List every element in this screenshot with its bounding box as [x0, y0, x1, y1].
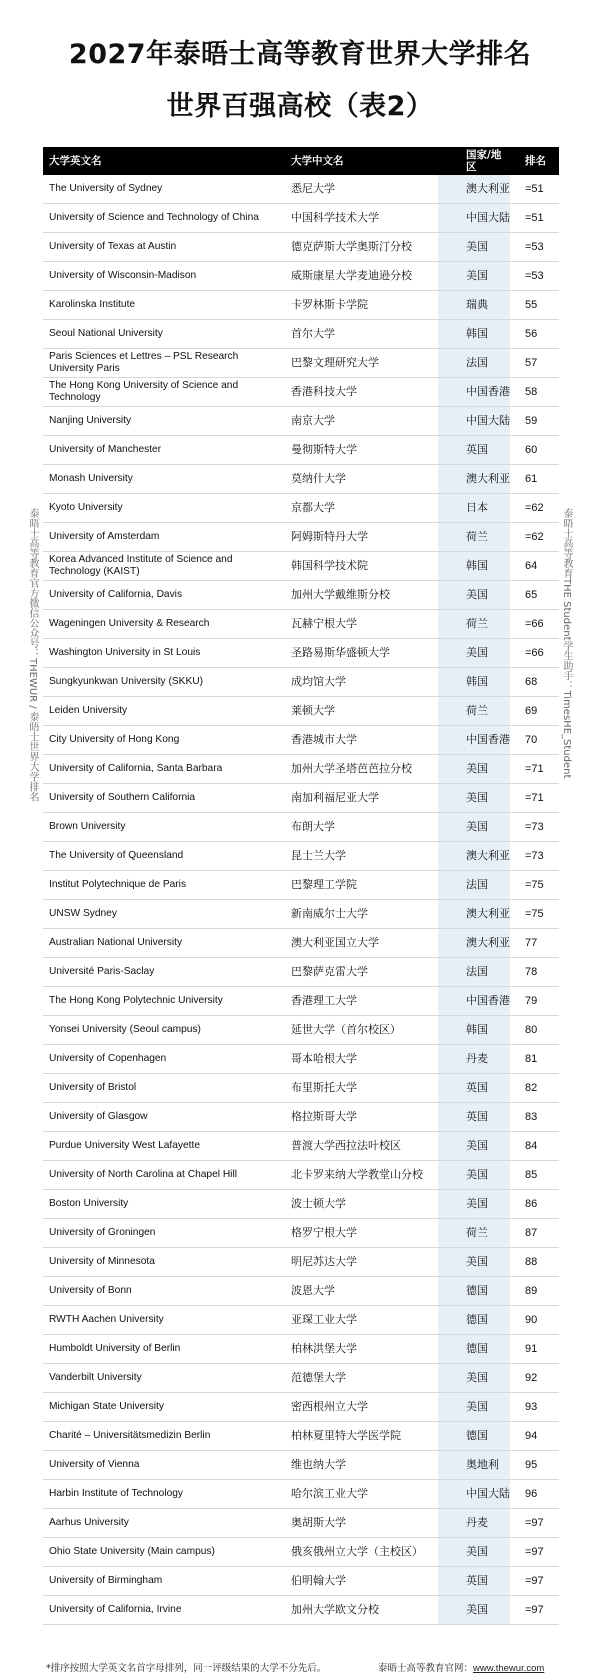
cell-rank: =75: [525, 908, 544, 920]
cell-country: 法国: [438, 349, 510, 377]
cell-chinese-name: 亚琛工业大学: [291, 1313, 357, 1326]
cell-chinese-name: 威斯康星大学麦迪逊分校: [291, 269, 412, 282]
table-row: [43, 871, 559, 900]
cell-chinese-name: 莱顿大学: [291, 704, 335, 717]
cell-chinese-name: 南加利福尼亚大学: [291, 791, 379, 804]
cell-chinese-name: 莫纳什大学: [291, 472, 346, 485]
table-row: [43, 1074, 559, 1103]
cell-country: 美国: [438, 1161, 510, 1189]
table-row: [43, 987, 559, 1016]
table-row: [43, 639, 559, 668]
cell-english-name: University of California, Santa Barbara: [49, 763, 223, 774]
cell-english-name: Washington University in St Louis: [49, 647, 201, 658]
cell-chinese-name: 范德堡大学: [291, 1371, 346, 1384]
cell-english-name: University of Glasgow: [49, 1111, 148, 1122]
cell-country: 美国: [438, 581, 510, 609]
cell-country: 美国: [438, 1190, 510, 1218]
cell-country: 韩国: [438, 552, 510, 580]
cell-rank: 84: [525, 1140, 538, 1152]
cell-rank: 95: [525, 1459, 538, 1471]
cell-chinese-name: 明尼苏达大学: [291, 1255, 357, 1268]
cell-rank: =53: [525, 241, 544, 253]
cell-rank: 59: [525, 415, 538, 427]
cell-country: 丹麦: [438, 1045, 510, 1073]
cell-country: 奥地利: [438, 1451, 510, 1479]
cell-chinese-name: 加州大学戴维斯分校: [291, 588, 390, 601]
cell-english-name: RWTH Aachen University: [49, 1314, 164, 1325]
cell-chinese-name: 香港科技大学: [291, 385, 357, 398]
cell-english-name: University of Vienna: [49, 1459, 140, 1470]
cell-chinese-name: 巴黎文理研究大学: [291, 356, 379, 369]
cell-english-name: University of Wisconsin-Madison: [49, 270, 197, 281]
cell-english-name: Université Paris-Saclay: [49, 966, 155, 977]
cell-chinese-name: 波士顿大学: [291, 1197, 346, 1210]
cell-rank: 82: [525, 1082, 538, 1094]
header-country: 国家/地区: [438, 147, 510, 175]
cell-english-name: Australian National University: [49, 937, 183, 948]
table-row: [43, 494, 559, 523]
cell-chinese-name: 香港城市大学: [291, 733, 357, 746]
cell-rank: =53: [525, 270, 544, 282]
table-row: [43, 668, 559, 697]
cell-english-name: Michigan State University: [49, 1401, 164, 1412]
cell-chinese-name: 德克萨斯大学奥斯汀分校: [291, 240, 412, 253]
cell-country: 瑞典: [438, 291, 510, 319]
cell-english-name: Institut Polytechnique de Paris: [49, 879, 187, 890]
cell-english-name: Humboldt University of Berlin: [49, 1343, 181, 1354]
cell-english-name: University of California, Irvine: [49, 1604, 182, 1615]
table-row: [43, 581, 559, 610]
table-row: [43, 1364, 559, 1393]
table-row: [43, 755, 559, 784]
cell-rank: =97: [525, 1575, 544, 1587]
cell-rank: 69: [525, 705, 538, 717]
cell-chinese-name: 奥胡斯大学: [291, 1516, 346, 1529]
cell-english-name: Vanderbilt University: [49, 1372, 142, 1383]
cell-chinese-name: 瓦赫宁根大学: [291, 617, 357, 630]
cell-rank: 65: [525, 589, 538, 601]
cell-country: 澳大利亚: [438, 175, 510, 203]
cell-chinese-name: 南京大学: [291, 414, 335, 427]
cell-english-name: University of Texas at Austin: [49, 241, 177, 252]
table-row: [43, 523, 559, 552]
cell-country: 荷兰: [438, 697, 510, 725]
table-row: [43, 465, 559, 494]
cell-english-name: The University of Sydney: [49, 183, 163, 194]
table-row: [43, 233, 559, 262]
cell-english-name: Leiden University: [49, 705, 128, 716]
cell-english-name: Paris Sciences et Lettres – PSL Research University Paris: [49, 351, 239, 374]
table-row: [43, 1538, 559, 1567]
table-row: [43, 436, 559, 465]
cell-chinese-name: 巴黎理工学院: [291, 878, 357, 891]
cell-english-name: Monash University: [49, 473, 133, 484]
cell-country: 英国: [438, 1074, 510, 1102]
cell-country: 荷兰: [438, 1219, 510, 1247]
cell-chinese-name: 柏林洪堡大学: [291, 1342, 357, 1355]
cell-country: 法国: [438, 958, 510, 986]
footer-site-label: 泰晤士高等教育官网：: [378, 1663, 474, 1674]
header-chinese-name: 大学中文名: [291, 155, 344, 167]
cell-rank: =66: [525, 618, 544, 630]
cell-rank: 92: [525, 1372, 538, 1384]
cell-rank: 77: [525, 937, 538, 949]
cell-english-name: Nanjing University: [49, 415, 132, 426]
cell-english-name: Karolinska Institute: [49, 299, 136, 310]
cell-chinese-name: 波恩大学: [291, 1284, 335, 1297]
cell-chinese-name: 布朗大学: [291, 820, 335, 833]
cell-chinese-name: 伯明翰大学: [291, 1574, 346, 1587]
table-row: [43, 697, 559, 726]
table-row: [43, 1219, 559, 1248]
table-row: [43, 1190, 559, 1219]
table-row: [43, 1161, 559, 1190]
side-note-left: 泰晤士高等教育官方微信公众号：THEWUR / 泰晤士世界大学排名: [27, 508, 38, 802]
cell-english-name: University of Bristol: [49, 1082, 137, 1093]
cell-english-name: University of North Carolina at Chapel Hill: [49, 1169, 237, 1180]
cell-rank: 83: [525, 1111, 538, 1123]
table-row: [43, 552, 559, 581]
cell-english-name: University of Copenhagen: [49, 1053, 167, 1064]
cell-rank: 91: [525, 1343, 538, 1355]
cell-chinese-name: 哈尔滨工业大学: [291, 1487, 368, 1500]
cell-english-name: Purdue University West Lafayette: [49, 1140, 200, 1151]
table-row: [43, 407, 559, 436]
cell-english-name: Charité – Universitätsmedizin Berlin: [49, 1430, 211, 1441]
cell-rank: =62: [525, 531, 544, 543]
footer-site-link[interactable]: www.thewur.com: [473, 1663, 545, 1674]
table-row: [43, 378, 559, 407]
cell-country: 荷兰: [438, 523, 510, 551]
table-row: [43, 784, 559, 813]
cell-chinese-name: 圣路易斯华盛顿大学: [291, 646, 390, 659]
cell-rank: =97: [525, 1517, 544, 1529]
cell-rank: 93: [525, 1401, 538, 1413]
table-row: [43, 1132, 559, 1161]
cell-english-name: University of Science and Technology of China: [49, 212, 259, 223]
cell-country: 荷兰: [438, 610, 510, 638]
table-row: [43, 1596, 559, 1625]
cell-rank: =73: [525, 821, 544, 833]
cell-rank: 70: [525, 734, 538, 746]
cell-english-name: Aarhus University: [49, 1517, 129, 1528]
cell-rank: 80: [525, 1024, 538, 1036]
cell-rank: 58: [525, 386, 538, 398]
cell-country: 中国香港: [438, 378, 510, 406]
table-row: [43, 320, 559, 349]
cell-english-name: University of Birmingham: [49, 1575, 163, 1586]
cell-english-name: University of Groningen: [49, 1227, 156, 1238]
table-row: [43, 262, 559, 291]
cell-country: 英国: [438, 1567, 510, 1595]
cell-country: 澳大利亚: [438, 900, 510, 928]
cell-rank: =73: [525, 850, 544, 862]
table-row: [43, 842, 559, 871]
footer-site: [378, 1660, 544, 1674]
cell-english-name: Brown University: [49, 821, 126, 832]
cell-chinese-name: 加州大学欧文分校: [291, 1603, 379, 1616]
cell-english-name: The University of Queensland: [49, 850, 184, 861]
cell-rank: 56: [525, 328, 538, 340]
cell-country: 中国香港: [438, 726, 510, 754]
cell-chinese-name: 澳大利亚国立大学: [291, 936, 379, 949]
cell-rank: 88: [525, 1256, 538, 1268]
cell-chinese-name: 京都大学: [291, 501, 335, 514]
table-row: [43, 1509, 559, 1538]
footer-note: *排序按照大学英文名首字母排列，同一评级结果的大学不分先后。: [46, 1663, 327, 1674]
table-row: [43, 726, 559, 755]
table-row: [43, 175, 559, 204]
page-title: 2027年泰晤士高等教育世界大学排名: [68, 39, 532, 70]
cell-rank: 79: [525, 995, 538, 1007]
cell-country: 英国: [438, 1103, 510, 1131]
cell-english-name: UNSW Sydney: [49, 908, 117, 919]
cell-country: 美国: [438, 1393, 510, 1421]
cell-country: 美国: [438, 813, 510, 841]
table-row: [43, 1103, 559, 1132]
cell-chinese-name: 普渡大学西拉法叶校区: [291, 1139, 401, 1152]
cell-rank: 81: [525, 1053, 538, 1065]
cell-country: 中国香港: [438, 987, 510, 1015]
cell-english-name: University of Manchester: [49, 444, 162, 455]
table-row: [43, 1422, 559, 1451]
table-row: [43, 1451, 559, 1480]
cell-english-name: University of Bonn: [49, 1285, 132, 1296]
cell-english-name: Boston University: [49, 1198, 129, 1209]
cell-rank: 87: [525, 1227, 538, 1239]
cell-country: 德国: [438, 1306, 510, 1334]
table-row: [43, 1248, 559, 1277]
cell-chinese-name: 哥本哈根大学: [291, 1052, 357, 1065]
cell-chinese-name: 密西根州立大学: [291, 1400, 368, 1413]
cell-country: 中国大陆: [438, 204, 510, 232]
table-row: [43, 1567, 559, 1596]
cell-chinese-name: 俄亥俄州立大学（主校区）: [291, 1545, 423, 1558]
table-body: [43, 175, 559, 1625]
table-row: [43, 929, 559, 958]
cell-rank: 94: [525, 1430, 538, 1442]
cell-chinese-name: 柏林夏里特大学医学院: [291, 1429, 401, 1442]
cell-chinese-name: 阿姆斯特丹大学: [291, 530, 368, 543]
cell-english-name: Seoul National University: [49, 328, 163, 339]
cell-rank: =97: [525, 1604, 544, 1616]
cell-country: 英国: [438, 436, 510, 464]
cell-rank: =71: [525, 763, 544, 775]
cell-rank: 96: [525, 1488, 538, 1500]
cell-country: 德国: [438, 1335, 510, 1363]
cell-country: 韩国: [438, 668, 510, 696]
cell-rank: 90: [525, 1314, 538, 1326]
cell-country: 澳大利亚: [438, 929, 510, 957]
cell-chinese-name: 维也纳大学: [291, 1458, 346, 1471]
cell-english-name: City University of Hong Kong: [49, 734, 180, 745]
cell-chinese-name: 巴黎萨克雷大学: [291, 965, 368, 978]
cell-country: 法国: [438, 871, 510, 899]
cell-chinese-name: 首尔大学: [291, 327, 335, 340]
side-note-right: 泰晤士高等教育THE Student学生助手：TimesHE_Student: [561, 508, 572, 779]
cell-country: 丹麦: [438, 1509, 510, 1537]
cell-english-name: The Hong Kong Polytechnic University: [49, 995, 223, 1006]
table-header: [43, 147, 559, 175]
cell-country: 中国大陆: [438, 1480, 510, 1508]
cell-rank: =66: [525, 647, 544, 659]
cell-country: 美国: [438, 1248, 510, 1276]
cell-rank: 85: [525, 1169, 538, 1181]
cell-country: 美国: [438, 784, 510, 812]
cell-chinese-name: 成均馆大学: [291, 675, 346, 688]
cell-country: 德国: [438, 1277, 510, 1305]
cell-country: 美国: [438, 1132, 510, 1160]
table-row: [43, 1393, 559, 1422]
cell-rank: =51: [525, 183, 544, 195]
cell-country: 澳大利亚: [438, 465, 510, 493]
cell-english-name: The Hong Kong University of Science and Technology: [49, 380, 239, 403]
header-english-name: 大学英文名: [49, 155, 102, 167]
table-row: [43, 1016, 559, 1045]
cell-english-name: Kyoto University: [49, 502, 123, 513]
cell-english-name: Sungkyunkwan University (SKKU): [49, 676, 204, 687]
cell-rank: =71: [525, 792, 544, 804]
cell-english-name: University of Amsterdam: [49, 531, 160, 542]
cell-chinese-name: 昆士兰大学: [291, 849, 346, 862]
cell-english-name: Ohio State University (Main campus): [49, 1546, 215, 1557]
cell-rank: 61: [525, 473, 538, 485]
cell-chinese-name: 香港理工大学: [291, 994, 357, 1007]
cell-english-name: Korea Advanced Institute of Science and Technology (KAIST): [49, 554, 233, 577]
cell-english-name: University of Southern California: [49, 792, 196, 803]
cell-rank: 60: [525, 444, 538, 456]
cell-country: 澳大利亚: [438, 842, 510, 870]
cell-rank: 68: [525, 676, 538, 688]
table-row: [43, 900, 559, 929]
cell-english-name: University of Minnesota: [49, 1256, 155, 1267]
cell-rank: 64: [525, 560, 538, 572]
cell-chinese-name: 悉尼大学: [291, 182, 335, 195]
cell-chinese-name: 北卡罗来纳大学教堂山分校: [291, 1168, 423, 1181]
cell-rank: 78: [525, 966, 538, 978]
cell-rank: =75: [525, 879, 544, 891]
cell-country: 美国: [438, 639, 510, 667]
cell-rank: 55: [525, 299, 538, 311]
cell-chinese-name: 格罗宁根大学: [291, 1226, 357, 1239]
cell-english-name: Yonsei University (Seoul campus): [49, 1024, 201, 1035]
cell-country: 美国: [438, 1364, 510, 1392]
cell-rank: 89: [525, 1285, 538, 1297]
cell-english-name: Harbin Institute of Technology: [49, 1488, 184, 1499]
cell-chinese-name: 格拉斯哥大学: [291, 1110, 357, 1123]
cell-chinese-name: 中国科学技术大学: [291, 211, 379, 224]
cell-chinese-name: 新南威尔士大学: [291, 907, 368, 920]
cell-english-name: Wageningen University & Research: [49, 618, 210, 629]
cell-rank: 57: [525, 357, 538, 369]
cell-chinese-name: 曼彻斯特大学: [291, 443, 357, 456]
cell-country: 美国: [438, 1538, 510, 1566]
table-row: [43, 1277, 559, 1306]
cell-country: 日本: [438, 494, 510, 522]
cell-chinese-name: 韩国科学技术院: [291, 559, 368, 572]
table-row: [43, 291, 559, 320]
cell-country: 韩国: [438, 1016, 510, 1044]
cell-rank: =62: [525, 502, 544, 514]
cell-country: 美国: [438, 755, 510, 783]
cell-chinese-name: 卡罗林斯卡学院: [291, 298, 368, 311]
cell-chinese-name: 延世大学（首尔校区）: [291, 1023, 401, 1036]
page-subtitle: 世界百强高校（表2）: [166, 91, 434, 122]
ranking-table: [43, 147, 559, 1625]
cell-country: 韩国: [438, 320, 510, 348]
table-row: [43, 1306, 559, 1335]
cell-country: 德国: [438, 1422, 510, 1450]
cell-country: 美国: [438, 1596, 510, 1624]
cell-chinese-name: 布里斯托大学: [291, 1081, 357, 1094]
cell-english-name: University of California, Davis: [49, 589, 183, 600]
table-row: [43, 813, 559, 842]
table-row: [43, 1480, 559, 1509]
cell-country: 美国: [438, 262, 510, 290]
table-row: [43, 610, 559, 639]
table-row: [43, 958, 559, 987]
cell-country: 美国: [438, 233, 510, 261]
cell-rank: =97: [525, 1546, 544, 1558]
table-row: [43, 1335, 559, 1364]
table-row: [43, 349, 559, 378]
cell-country: 中国大陆: [438, 407, 510, 435]
header-rank: 排名: [525, 155, 546, 167]
table-row: [43, 204, 559, 233]
table-row: [43, 1045, 559, 1074]
cell-chinese-name: 加州大学圣塔芭芭拉分校: [291, 762, 412, 775]
cell-rank: 86: [525, 1198, 538, 1210]
cell-rank: =51: [525, 212, 544, 224]
